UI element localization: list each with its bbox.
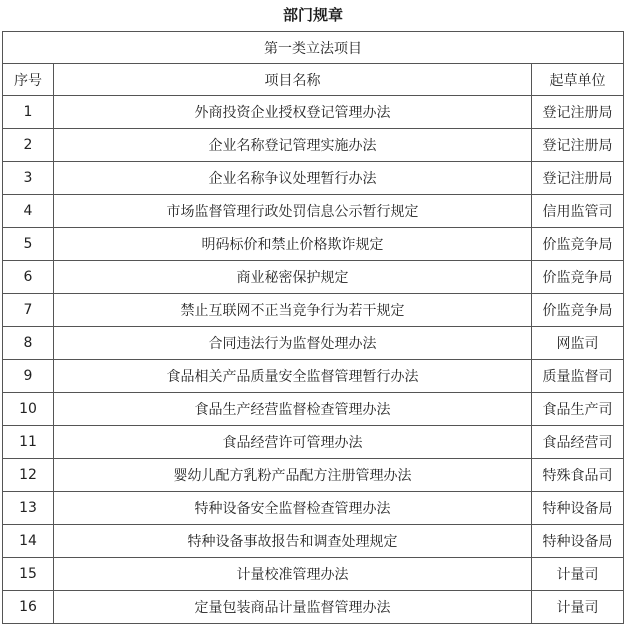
- cell-seq: 11: [3, 426, 54, 459]
- header-unit: 起草单位: [532, 64, 624, 96]
- table-row: [3, 162, 624, 195]
- cell-seq: 4: [3, 195, 54, 228]
- cell-name: 企业名称登记管理实施办法: [54, 129, 532, 162]
- cell-seq: 14: [3, 525, 54, 558]
- table-row: [3, 492, 624, 525]
- table-row: [3, 327, 624, 360]
- cell-name: 食品生产经营监督检查管理办法: [54, 393, 532, 426]
- cell-name: 企业名称争议处理暂行办法: [54, 162, 532, 195]
- cell-seq: 10: [3, 393, 54, 426]
- cell-unit: 价监竞争局: [532, 294, 624, 327]
- cell-unit: 计量司: [532, 591, 624, 624]
- table-row: [3, 459, 624, 492]
- table-row: [3, 591, 624, 624]
- cell-name: 食品经营许可管理办法: [54, 426, 532, 459]
- table-row: [3, 96, 624, 129]
- header-name: 项目名称: [54, 64, 532, 96]
- cell-seq: 15: [3, 558, 54, 591]
- cell-name: 特种设备事故报告和调查处理规定: [54, 525, 532, 558]
- table-row: [3, 195, 624, 228]
- cell-unit: 网监司: [532, 327, 624, 360]
- page-title: 部门规章: [282, 6, 343, 24]
- table-row: [3, 129, 624, 162]
- table-row: [3, 294, 624, 327]
- cell-name: 合同违法行为监督处理办法: [54, 327, 532, 360]
- cell-unit: 食品经营司: [532, 426, 624, 459]
- table-row: [3, 261, 624, 294]
- cell-name: 特种设备安全监督检查管理办法: [54, 492, 532, 525]
- category-row: [3, 32, 624, 64]
- table-row: [3, 360, 624, 393]
- cell-unit: 信用监管司: [532, 195, 624, 228]
- table-row: [3, 426, 624, 459]
- cell-name: 商业秘密保护规定: [54, 261, 532, 294]
- cell-seq: 7: [3, 294, 54, 327]
- cell-name: 外商投资企业授权登记管理办法: [54, 96, 532, 129]
- cell-unit: 质量监督司: [532, 360, 624, 393]
- regulations-table: [2, 31, 624, 624]
- cell-seq: 8: [3, 327, 54, 360]
- cell-name: 明码标价和禁止价格欺诈规定: [54, 228, 532, 261]
- cell-seq: 2: [3, 129, 54, 162]
- cell-unit: 特种设备局: [532, 492, 624, 525]
- cell-seq: 12: [3, 459, 54, 492]
- cell-name: 计量校准管理办法: [54, 558, 532, 591]
- header-row: [3, 64, 624, 96]
- header-seq: 序号: [3, 64, 54, 96]
- cell-seq: 13: [3, 492, 54, 525]
- cell-unit: 登记注册局: [532, 162, 624, 195]
- cell-seq: 1: [3, 96, 54, 129]
- cell-name: 市场监督管理行政处罚信息公示暂行规定: [54, 195, 532, 228]
- cell-seq: 9: [3, 360, 54, 393]
- table-row: [3, 525, 624, 558]
- cell-name: 婴幼儿配方乳粉产品配方注册管理办法: [54, 459, 532, 492]
- category-label: 第一类立法项目: [3, 32, 624, 64]
- cell-unit: 登记注册局: [532, 129, 624, 162]
- cell-unit: 食品生产司: [532, 393, 624, 426]
- cell-name: 定量包装商品计量监督管理办法: [54, 591, 532, 624]
- cell-unit: 价监竞争局: [532, 228, 624, 261]
- cell-seq: 6: [3, 261, 54, 294]
- cell-unit: 计量司: [532, 558, 624, 591]
- cell-name: 禁止互联网不正当竞争行为若干规定: [54, 294, 532, 327]
- cell-unit: 特殊食品司: [532, 459, 624, 492]
- cell-unit: 登记注册局: [532, 96, 624, 129]
- cell-name: 食品相关产品质量安全监督管理暂行办法: [54, 360, 532, 393]
- cell-unit: 特种设备局: [532, 525, 624, 558]
- cell-seq: 5: [3, 228, 54, 261]
- table-row: [3, 228, 624, 261]
- cell-seq: 16: [3, 591, 54, 624]
- cell-unit: 价监竞争局: [532, 261, 624, 294]
- table-row: [3, 558, 624, 591]
- table-row: [3, 393, 624, 426]
- cell-seq: 3: [3, 162, 54, 195]
